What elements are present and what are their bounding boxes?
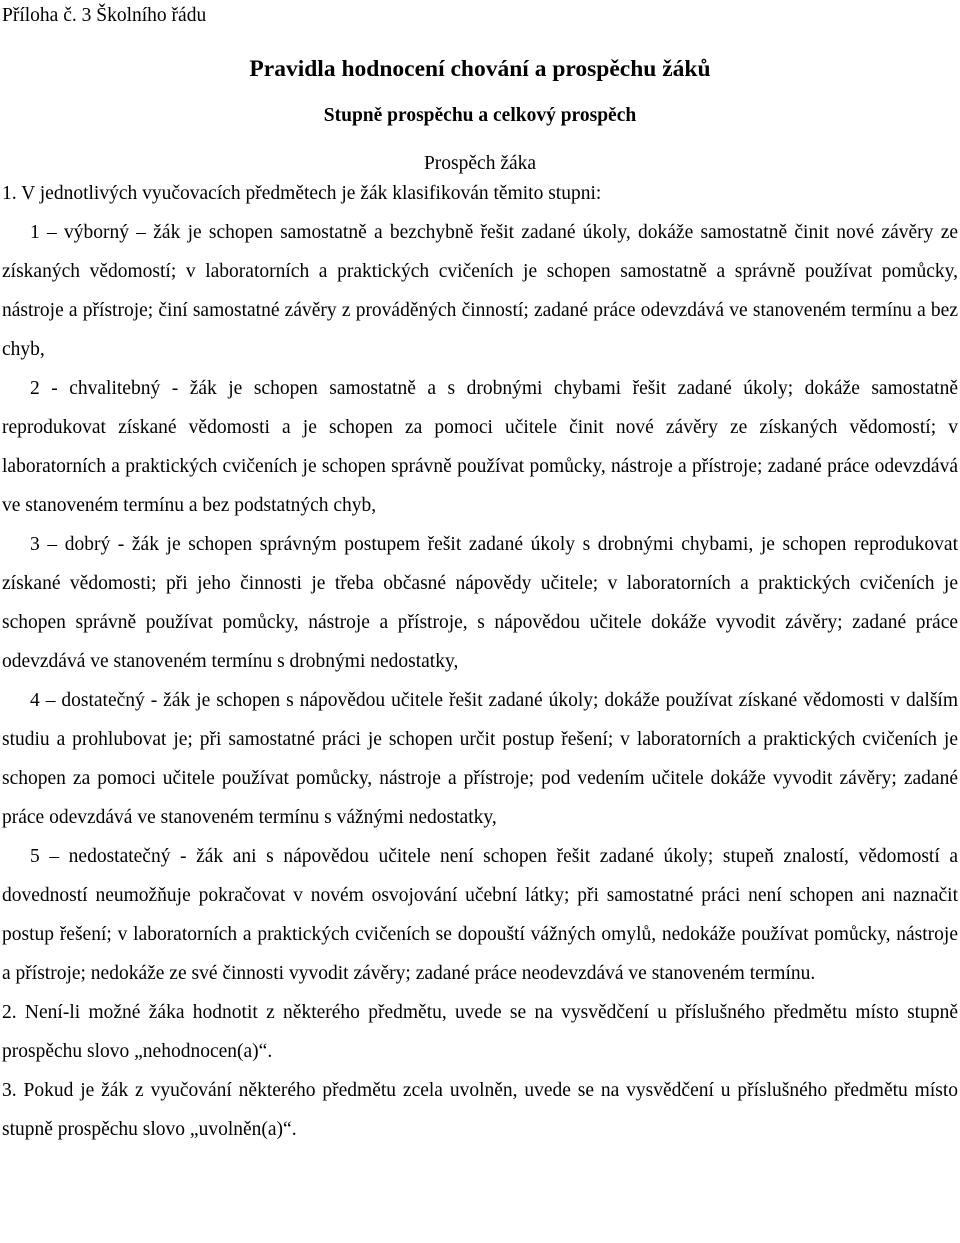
- paragraph-grade-1: 1 – výborný – žák je schopen samostatně a bezchybně řešit zadané úkoly, dokáže samostatně činit nové závěry ze získaných vědomostí; v laboratorních a praktických cvičeních je schopen samostatně a správně používat pomůcky, nástroje a přístroje; činí samostatné závěry z prováděných činností; zadané práce odevzdává ve stanoveném termínu a bez chyb,: [2, 222, 958, 360]
- annex-label: Příloha č. 3 Školního řádu: [2, 5, 207, 26]
- document-title: Pravidla hodnocení chování a prospěchu žáků: [249, 56, 711, 82]
- paragraph-grade-2: 2 - chvalitebný - žák je schopen samostatně a s drobnými chybami řešit zadané úkoly; dokáže samostatně reprodukovat získané vědomosti a je schopen za pomoci učitele činit nové závěry ze získaných vědomostí; v laboratorních a praktických cvičeních je schopen správně používat pomůcky, nástroje a přístroje; zadané práce odevzdává ve stanoveném termínu a bez podstatných chyb,: [2, 378, 958, 516]
- paragraph-grade-4: 4 – dostatečný - žák je schopen s nápovědou učitele řešit zadané úkoly; dokáže používat získané vědomosti v dalším studiu a prohlubovat je; při samostatné práci je schopen určit postup řešení; v laboratorních a praktických cvičeních je schopen za pomoci učitele používat pomůcky, nástroje a přístroje; pod vedením učitele dokáže vyvodit závěry; zadané práce odevzdává ve stanoveném termínu s vážnými nedostatky,: [2, 690, 958, 828]
- paragraph-grade-5: 5 – nedostatečný - žák ani s nápovědou učitele není schopen řešit zadané úkoly; stupeň znalostí, vědomostí a dovedností neumožňuje pokračovat v novém osvojování učební látky; při samostatné práci není schopen ani naznačit postup řešení; v laboratorních a praktických cvičeních se dopouští vážných omylů, nedokáže používat pomůcky, nástroje a přístroje; nedokáže ze své činnosti vyvodit závěry; zadané práce neodevzdává ve stanoveném termínu.: [2, 846, 958, 984]
- section-caption: Prospěch žáka: [423, 153, 537, 174]
- paragraph-not-graded: 2. Není-li možné žáka hodnotit z některého předmětu, uvede se na vysvědčení u příslušného předmětu místo stupně prospěchu slovo „nehodnocen(a)“.: [2, 1002, 958, 1062]
- paragraph-exempted: 3. Pokud je žák z vyučování některého předmětu zcela uvolněn, uvede se na vysvědčení u příslušného předmětu místo stupně prospěchu slovo „uvolněn(a)“.: [2, 1080, 958, 1140]
- paragraph-grade-3: 3 – dobrý - žák je schopen správným postupem řešit zadané úkoly s drobnými chybami, je schopen reprodukovat získané vědomosti; při jeho činnosti je třeba občasné nápovědy učitele; v laboratorních a praktických cvičeních je schopen správně používat pomůcky, nástroje a přístroje, s nápovědou učitele dokáže vyvodit závěry; zadané práce odevzdává ve stanoveném termínu s drobnými nedostatky,: [2, 534, 958, 672]
- paragraph-intro: 1. V jednotlivých vyučovacích předmětech je žák klasifikován těmito stupni:: [2, 183, 602, 204]
- document-subtitle: Stupně prospěchu a celkový prospěch: [323, 105, 637, 126]
